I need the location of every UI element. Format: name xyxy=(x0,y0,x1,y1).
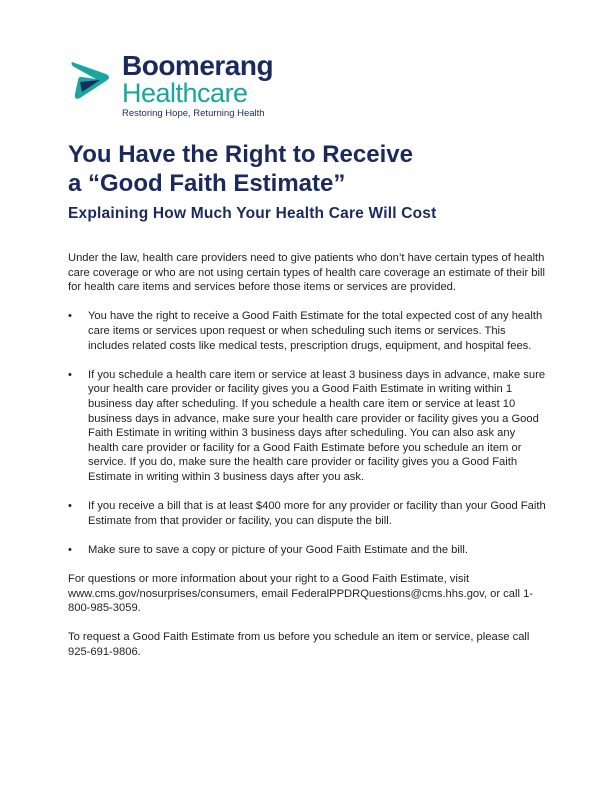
list-item xyxy=(68,309,546,353)
document-body xyxy=(68,251,546,674)
list-item-text: You have the right to receive a Good Faith Estimate for the total expected cost of any health care items or services upon request or when scheduling such items or services. This includes related costs like medical tests, prescription drugs, equipment, and hospital fees. xyxy=(88,310,543,352)
bullet-icon: • xyxy=(68,500,72,513)
intro-paragraph: Under the law, health care providers need to give patients who don’t have certain types of health care coverage or who are not using certain types of health care coverage an estimate of their bill for health care items and services before those items or services are provided. xyxy=(68,252,545,294)
list-item xyxy=(68,543,546,558)
list-item-text: If you schedule a health care item or service at least 3 business days in advance, make sure your health care provider or facility gives you a Good Faith Estimate in writing within 1 business day after scheduling. If you schedule a health care item or service at least 10 business days in advance, make sure your health care provider or facility gives you a Good Faith Estimate in writing within 3 business days after scheduling. You can also ask any health care provider or facility for a Good Faith Estimate before you schedule an item or service. If you do, make sure the health care provider or facility gives you a Good Faith Estimate in writing within 3 business days after you ask. xyxy=(88,368,546,483)
request-paragraph: To request a Good Faith Estimate from us before you schedule an item or service, please call 925-691-9806. xyxy=(68,631,530,659)
list-item-text: Make sure to save a copy or picture of your Good Faith Estimate and the bill. xyxy=(88,543,468,556)
page-title-line2: a “Good Faith Estimate” xyxy=(68,170,346,197)
logo-name-line1: Boomerang xyxy=(122,50,274,81)
brand-logo xyxy=(66,50,306,120)
bullet-icon: • xyxy=(68,310,72,323)
list-item xyxy=(68,368,546,485)
list-item xyxy=(68,499,546,528)
boomerang-logo-icon xyxy=(66,54,118,106)
rights-list xyxy=(68,309,546,557)
logo-tagline: Restoring Hope, Returning Health xyxy=(122,108,265,119)
list-item-text: If you receive a bill that is at least $400 more for any provider or facility than your Good Faith Estimate from that provider or facility, you can dispute the bill. xyxy=(88,500,546,527)
page-title-line1: You Have the Right to Receive xyxy=(68,141,413,168)
page-title xyxy=(68,140,538,198)
logo-name-line2: Healthcare xyxy=(122,78,248,108)
questions-paragraph: For questions or more information about your right to a Good Faith Estimate, visit www.cms.gov/nosurprises/consumers, email FederalPPDRQuestions@cms.hhs.gov, or call 1-800-985-3059. xyxy=(68,573,534,615)
bullet-icon: • xyxy=(68,543,72,556)
bullet-icon: • xyxy=(68,368,72,381)
page-subtitle: Explaining How Much Your Health Care Will Cost xyxy=(68,205,437,222)
